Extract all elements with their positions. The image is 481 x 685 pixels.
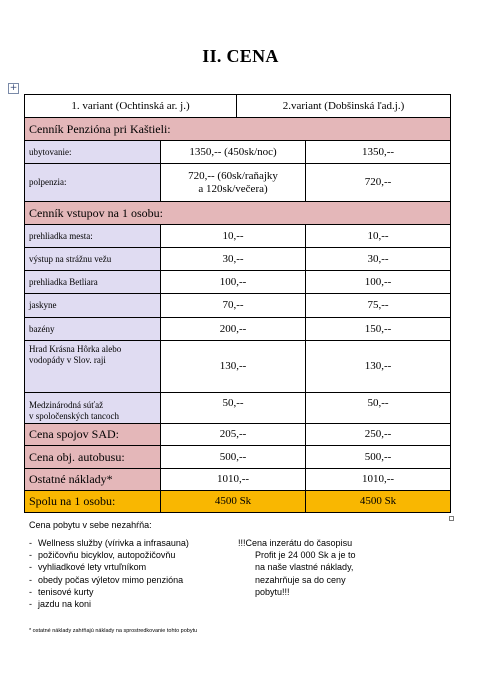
row-label: Cena obj. autobusu: xyxy=(25,446,161,469)
row-label: Cena spojov SAD: xyxy=(25,424,161,446)
row-label: polpenzia: xyxy=(25,164,161,202)
variant-1-value: 200,-- xyxy=(161,318,306,341)
variant-1-value: 100,-- xyxy=(161,271,306,294)
variant-1-value: 500,-- xyxy=(161,446,306,469)
row-label: prehliadka Betliara xyxy=(25,271,161,294)
table-row xyxy=(25,141,451,164)
row-label xyxy=(25,341,161,393)
table-row xyxy=(25,294,451,318)
label-line: vodopády v Slov. raji xyxy=(29,355,106,365)
note-line: na naše vlastné náklady, xyxy=(255,562,354,573)
list-item: - požičovňu bicyklov, autopožičovňu xyxy=(29,549,189,561)
list-item: - Wellness služby (vírivka a infrasauna) xyxy=(29,537,189,549)
row-label: Spolu na 1 osobu: xyxy=(25,491,161,513)
note-line: pobytu!!! xyxy=(255,586,290,597)
variant-2-value: 30,-- xyxy=(306,248,451,271)
list-item: - tenisové kurty xyxy=(29,586,189,598)
table-row xyxy=(25,318,451,341)
variant-2-value: 75,-- xyxy=(306,294,451,318)
table-row xyxy=(25,469,451,491)
label-line: Hrad Krásna Hôrka alebo xyxy=(29,344,122,354)
row-label: výstup na strážnu vežu xyxy=(25,248,161,271)
row-label: ubytovanie: xyxy=(25,141,161,164)
table-resize-handle[interactable] xyxy=(449,516,454,521)
section-row xyxy=(25,118,451,141)
row-label: Ostatné náklady* xyxy=(25,469,161,491)
variant-1-value: 50,-- xyxy=(161,393,306,424)
row-label: bazény xyxy=(25,318,161,341)
ad-price-note xyxy=(238,537,356,598)
table-row xyxy=(25,225,451,248)
variant-1-value: 1010,-- xyxy=(161,469,306,491)
note-line: nezahrňuje sa do ceny xyxy=(255,574,346,585)
variant-2-value: 250,-- xyxy=(306,424,451,446)
variant-1-value: 70,-- xyxy=(161,294,306,318)
row-label: jaskyne xyxy=(25,294,161,318)
variant-1-total: 4500 Sk xyxy=(161,491,306,513)
section-penzion: Cenník Penzióna pri Kaštieli: xyxy=(25,118,451,141)
note-line: Profit je 24 000 Sk a je to xyxy=(255,550,356,561)
variant-2-value: 1010,-- xyxy=(306,469,451,491)
note-line: !!!Cena inzerátu do časopisu xyxy=(238,538,353,548)
variant-2-value: 500,-- xyxy=(306,446,451,469)
table-row xyxy=(25,271,451,294)
variant-1-value: 205,-- xyxy=(161,424,306,446)
variant-1-value: 1350,-- (450sk/noc) xyxy=(161,141,306,164)
variant-2-value: 10,-- xyxy=(306,225,451,248)
row-label xyxy=(25,393,161,424)
value-line: 720,-- (60sk/raňajky xyxy=(188,169,278,182)
table-move-handle-icon[interactable]: + xyxy=(9,83,18,93)
variant-1-value: 30,-- xyxy=(161,248,306,271)
excluded-list xyxy=(29,537,189,610)
section-row xyxy=(25,202,451,225)
page-title: II. CENA xyxy=(202,46,279,66)
variant-2-value: 100,-- xyxy=(306,271,451,294)
variant-2-value: 130,-- xyxy=(306,341,451,393)
variant-1-value xyxy=(161,164,306,202)
variant-2-value: 150,-- xyxy=(306,318,451,341)
table-row xyxy=(25,164,451,202)
section-vstupy: Cenník vstupov na 1 osobu: xyxy=(25,202,451,225)
variant-2-value: 50,-- xyxy=(306,393,451,424)
footnote: * ostatné náklady zahŕňajú náklady na sprostredkovanie tohto pobytu xyxy=(29,628,198,634)
table-header-row xyxy=(25,95,451,118)
variant-2-total: 4500 Sk xyxy=(306,491,451,513)
variant-2-value: 1350,-- xyxy=(306,141,451,164)
table-row xyxy=(25,446,451,469)
list-item: - obedy počas výletov mimo penzióna xyxy=(29,574,189,586)
table-row xyxy=(25,393,451,424)
header-variant-1: 1. variant (Ochtinská ar. j.) xyxy=(25,95,237,118)
table-row xyxy=(25,248,451,271)
list-item: - jazdu na koni xyxy=(29,598,189,610)
value-line: a 120sk/večera) xyxy=(198,182,268,195)
label-line: Medzinárodná súťaž xyxy=(29,400,104,410)
list-item: - vyhliadkové lety vrtuľníkom xyxy=(29,561,189,573)
label-line: v spoločenských tancoch xyxy=(29,411,119,421)
header-variant-2: 2.variant (Dobšinská ľad.j.) xyxy=(237,95,451,118)
row-label: prehliadka mesta: xyxy=(25,225,161,248)
variant-1-value: 10,-- xyxy=(161,225,306,248)
variant-1-value: 130,-- xyxy=(161,341,306,393)
price-table xyxy=(24,94,451,513)
table-row xyxy=(25,341,451,393)
total-row xyxy=(25,491,451,513)
notes-title: Cena pobytu v sebe nezahŕňa: xyxy=(29,520,152,530)
table-row xyxy=(25,424,451,446)
variant-2-value: 720,-- xyxy=(306,164,451,202)
